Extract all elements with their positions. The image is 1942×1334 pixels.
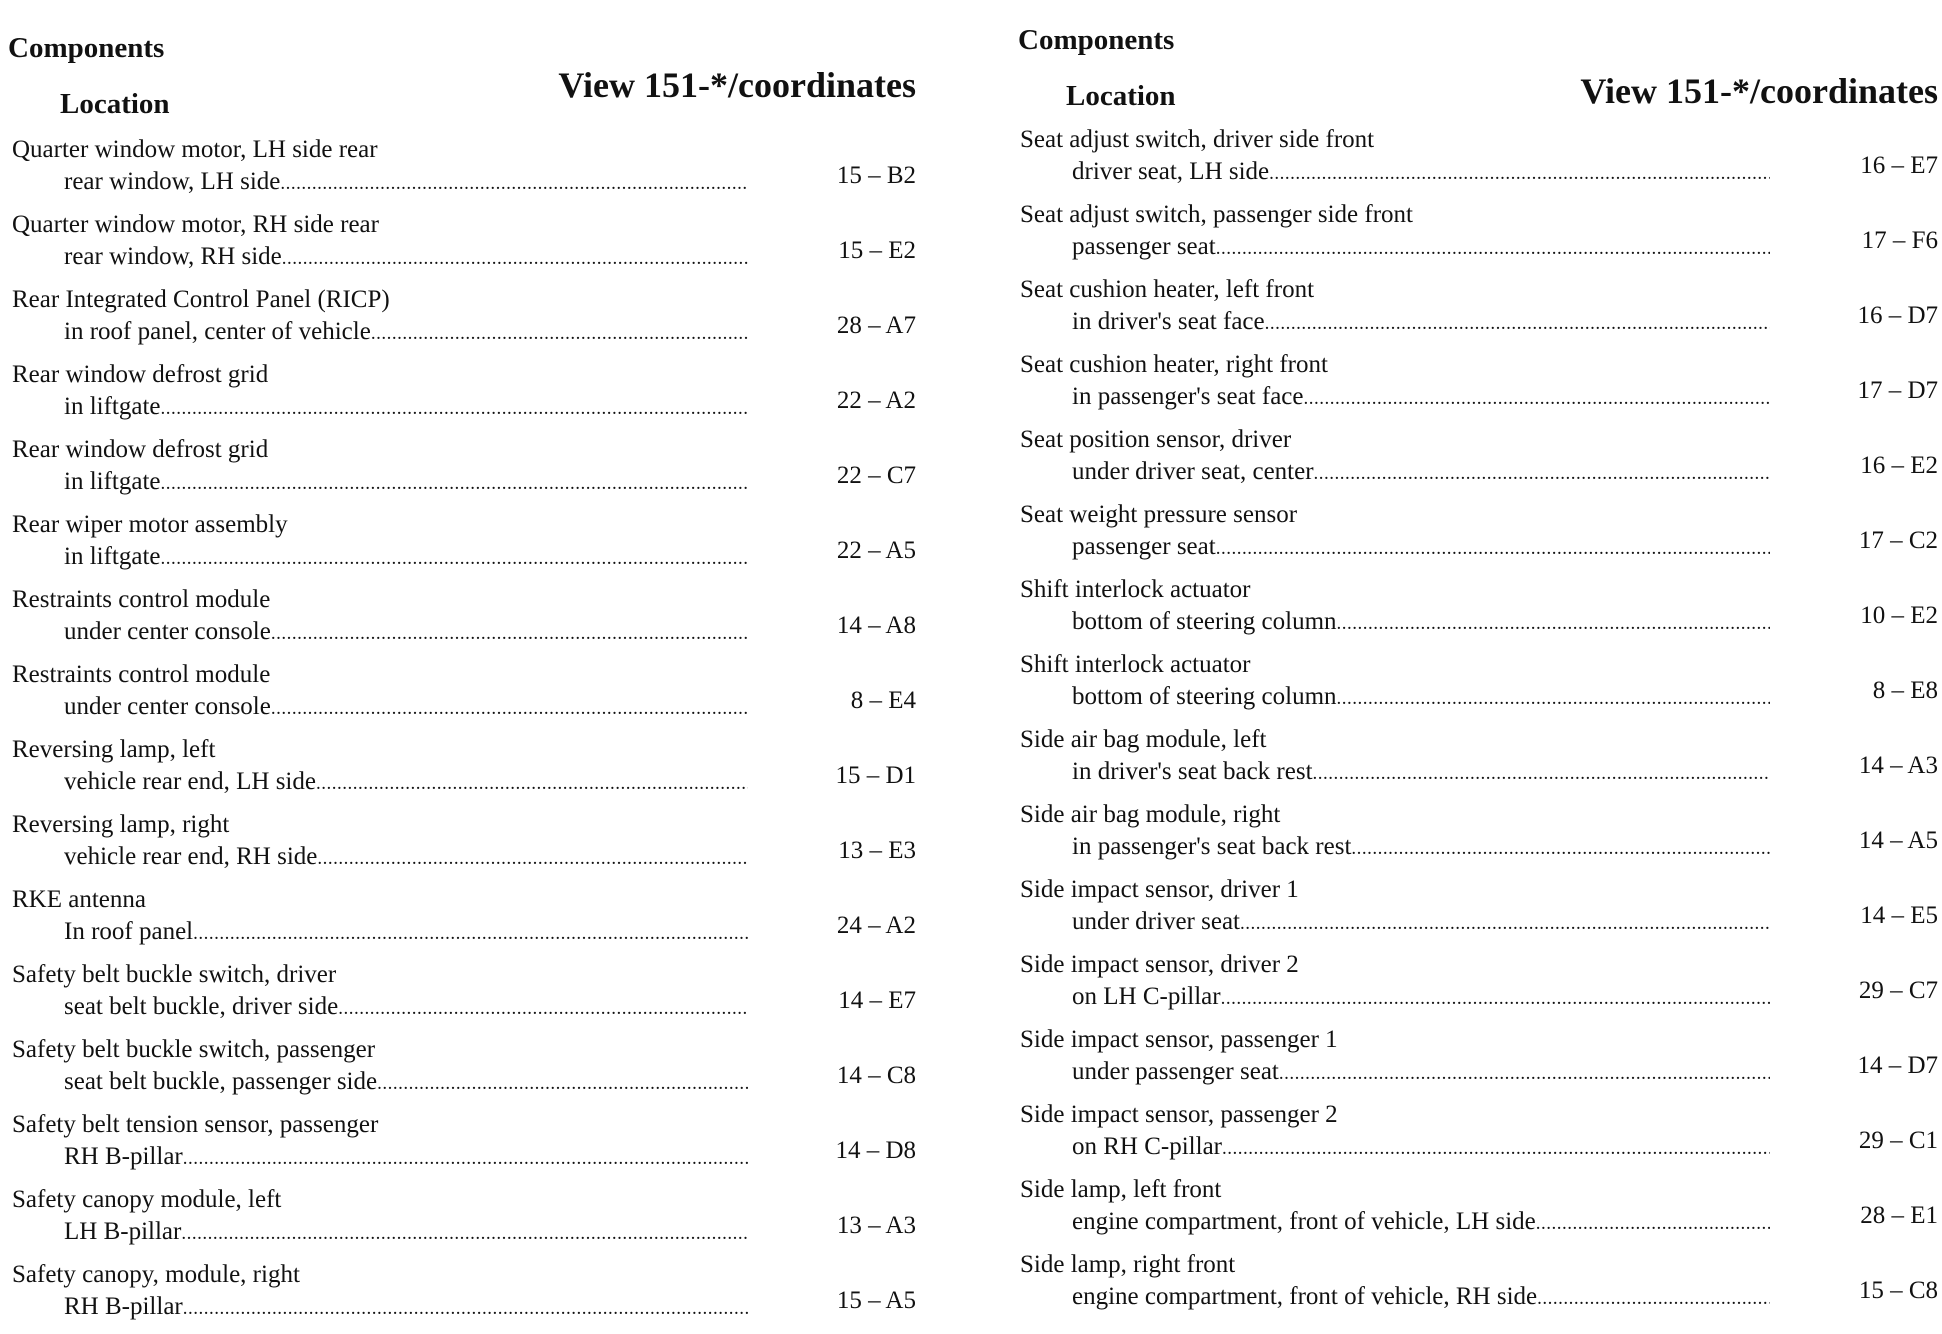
component-name: Safety belt tension sensor, passenger	[12, 1111, 379, 1138]
component-list	[1020, 124, 1938, 1324]
component-name: Seat adjust switch, passenger side front	[1020, 201, 1413, 228]
components-heading: Components	[1018, 24, 1175, 56]
view-coordinate: 16 – D7	[1857, 302, 1938, 329]
component-location-row	[1020, 677, 1938, 715]
component-name: RKE antenna	[12, 886, 146, 913]
component-location: under passenger seat	[1072, 1058, 1279, 1085]
dot-leader	[1240, 908, 1770, 940]
component-name: Quarter window motor, LH side rear	[12, 136, 378, 163]
component-name: Reversing lamp, right	[12, 811, 230, 838]
component-location: under center console	[64, 618, 271, 645]
component-entry	[1020, 799, 1938, 874]
view-coordinate: 22 – A5	[836, 537, 916, 564]
component-location-row	[1020, 752, 1938, 790]
component-location-row	[12, 1287, 916, 1325]
dot-leader	[1265, 308, 1770, 340]
component-entry	[1020, 124, 1938, 199]
dot-leader	[181, 1218, 748, 1250]
dot-leader	[183, 1143, 748, 1175]
component-name: Rear window defrost grid	[12, 436, 269, 463]
component-location: driver seat, LH side	[1072, 158, 1270, 185]
component-location: in liftgate	[64, 543, 161, 570]
component-location-row	[1020, 527, 1938, 565]
component-entry	[1020, 199, 1938, 274]
component-name: Seat adjust switch, driver side front	[1020, 126, 1375, 153]
component-name: Side impact sensor, driver 2	[1020, 951, 1299, 978]
component-location-row	[12, 162, 916, 200]
component-location-row	[12, 987, 916, 1025]
component-entry	[12, 1184, 916, 1259]
view-coordinate: 14 – E5	[1860, 902, 1938, 929]
dot-leader	[1314, 458, 1770, 490]
dot-leader	[377, 1068, 748, 1100]
component-entry	[1020, 499, 1938, 574]
component-entry	[1020, 1174, 1938, 1249]
component-entry	[12, 809, 916, 884]
dot-leader	[338, 993, 748, 1025]
view-coordinate: 14 – D8	[835, 1137, 916, 1164]
dot-leader	[161, 468, 749, 500]
view-coordinate: 13 – E3	[838, 837, 916, 864]
component-location-row	[1020, 977, 1938, 1015]
component-location: in passenger's seat back rest	[1072, 833, 1352, 860]
view-coordinate: 14 – A8	[836, 612, 916, 639]
component-location: in liftgate	[64, 393, 161, 420]
component-entry	[12, 434, 916, 509]
view-coordinate: 28 – E1	[1860, 1202, 1938, 1229]
component-entry	[1020, 1024, 1938, 1099]
component-name: Rear Integrated Control Panel (RICP)	[12, 286, 390, 313]
component-location-row	[12, 912, 916, 950]
component-location: in driver's seat face	[1072, 308, 1265, 335]
view-coordinate: 24 – A2	[836, 912, 916, 939]
view-coordinate: 15 – B2	[836, 162, 916, 189]
component-entry	[1020, 1099, 1938, 1174]
component-location-row	[12, 687, 916, 725]
component-location-row	[12, 1212, 916, 1250]
right-page	[1010, 0, 1942, 1328]
dot-leader	[371, 318, 748, 350]
view-coordinate: 16 – E2	[1860, 452, 1938, 479]
component-name: Rear window defrost grid	[12, 361, 269, 388]
view-coordinate: 14 – E7	[838, 987, 916, 1014]
component-entry	[12, 884, 916, 959]
component-entry	[1020, 724, 1938, 799]
view-coordinate: 29 – C7	[1858, 977, 1938, 1004]
component-location: engine compartment, front of vehicle, LH side	[1072, 1208, 1536, 1235]
component-location: on RH C-pillar	[1072, 1133, 1222, 1160]
view-coordinate: 10 – E2	[1860, 602, 1938, 629]
dot-leader	[193, 918, 748, 950]
view-coordinate: 28 – A7	[836, 312, 916, 339]
view-coordinate: 15 – A5	[836, 1287, 916, 1314]
component-location: in passenger's seat face	[1072, 383, 1304, 410]
component-entry	[12, 1109, 916, 1184]
component-entry	[1020, 874, 1938, 949]
component-location: bottom of steering column	[1072, 608, 1337, 635]
component-location-row	[12, 462, 916, 500]
component-location-row	[1020, 1202, 1938, 1240]
left-page	[0, 0, 940, 1328]
view-coordinate: 22 – A2	[836, 387, 916, 414]
view-coordinate: 15 – C8	[1858, 1277, 1938, 1304]
component-location: rear window, RH side	[64, 243, 282, 270]
component-entry	[12, 284, 916, 359]
dot-leader	[1313, 758, 1770, 790]
component-location-row	[12, 1137, 916, 1175]
component-location: passenger seat	[1072, 233, 1216, 260]
component-location: under driver seat, center	[1072, 458, 1314, 485]
dot-leader	[1216, 533, 1770, 565]
component-location-row	[12, 762, 916, 800]
components-heading: Components	[8, 32, 165, 64]
component-name: Restraints control module	[12, 586, 271, 613]
component-location: rear window, LH side	[64, 168, 281, 195]
component-location: RH B-pillar	[64, 1143, 183, 1170]
component-entry	[12, 659, 916, 734]
component-location: in liftgate	[64, 468, 161, 495]
component-location: under driver seat	[1072, 908, 1240, 935]
view-coordinate: 15 – D1	[835, 762, 916, 789]
component-location: bottom of steering column	[1072, 683, 1337, 710]
dot-leader	[280, 168, 748, 200]
dot-leader	[1279, 1058, 1770, 1090]
component-name: Side impact sensor, passenger 1	[1020, 1026, 1338, 1053]
component-name: Seat cushion heater, left front	[1020, 276, 1315, 303]
view-coordinate: 29 – C1	[1858, 1127, 1938, 1154]
component-location: in driver's seat back rest	[1072, 758, 1313, 785]
component-location-row	[1020, 902, 1938, 940]
dot-leader	[1222, 1133, 1770, 1165]
component-location: vehicle rear end, RH side	[64, 843, 318, 870]
dot-leader	[1537, 1283, 1770, 1315]
component-location-row	[12, 837, 916, 875]
component-entry	[12, 359, 916, 434]
component-name: Side air bag module, right	[1020, 801, 1281, 828]
component-entry	[12, 1034, 916, 1109]
view-coordinate: 15 – E2	[838, 237, 916, 264]
component-entry	[12, 734, 916, 809]
view-coordinate: 22 – C7	[836, 462, 916, 489]
view-coordinate: 17 – C2	[1858, 527, 1938, 554]
dot-leader	[1337, 608, 1770, 640]
component-name: Shift interlock actuator	[1020, 651, 1251, 678]
component-name: Side lamp, left front	[1020, 1176, 1222, 1203]
view-coordinate: 16 – E7	[1860, 152, 1938, 179]
view-coordinate: 14 – A3	[1858, 752, 1938, 779]
component-entry	[1020, 349, 1938, 424]
component-entry	[12, 959, 916, 1034]
component-name: Quarter window motor, RH side rear	[12, 211, 379, 238]
view-coordinate: 13 – A3	[836, 1212, 916, 1239]
component-location-row	[12, 312, 916, 350]
component-name: Safety canopy module, left	[12, 1186, 282, 1213]
component-location: In roof panel	[64, 918, 194, 945]
component-name: Safety canopy, module, right	[12, 1261, 300, 1288]
component-location: under center console	[64, 693, 271, 720]
component-name: Seat weight pressure sensor	[1020, 501, 1298, 528]
dot-leader	[183, 1293, 748, 1325]
component-location-row	[1020, 602, 1938, 640]
component-name: Shift interlock actuator	[1020, 576, 1251, 603]
view-coordinate: 17 – D7	[1857, 377, 1938, 404]
component-entry	[1020, 274, 1938, 349]
component-name: Restraints control module	[12, 661, 271, 688]
dot-leader	[317, 843, 748, 875]
component-name: Side impact sensor, passenger 2	[1020, 1101, 1338, 1128]
dot-leader	[161, 393, 749, 425]
component-entry	[12, 584, 916, 659]
component-entry	[1020, 574, 1938, 649]
component-name: Safety belt buckle switch, driver	[12, 961, 337, 988]
component-location: seat belt buckle, passenger side	[64, 1068, 378, 1095]
dot-leader	[1269, 158, 1770, 190]
component-location: in roof panel, center of vehicle	[64, 318, 371, 345]
component-location-row	[12, 537, 916, 575]
dot-leader	[271, 693, 748, 725]
component-location: on LH C-pillar	[1072, 983, 1221, 1010]
component-entry	[1020, 424, 1938, 499]
component-location-row	[1020, 302, 1938, 340]
component-location-row	[12, 1062, 916, 1100]
component-location: seat belt buckle, driver side	[64, 993, 339, 1020]
component-location-row	[12, 237, 916, 275]
component-entry	[1020, 649, 1938, 724]
component-name: Seat position sensor, driver	[1020, 426, 1292, 453]
dot-leader	[282, 243, 748, 275]
component-location-row	[1020, 1052, 1938, 1090]
location-column-header: Location	[60, 88, 170, 120]
dot-leader	[316, 768, 748, 800]
component-entry	[12, 509, 916, 584]
dot-leader	[1303, 383, 1770, 415]
component-name: Side air bag module, left	[1020, 726, 1267, 753]
view-coordinate: 8 – E4	[850, 687, 916, 714]
dot-leader	[1536, 1208, 1770, 1240]
dot-leader	[271, 618, 748, 650]
component-name: Reversing lamp, left	[12, 736, 216, 763]
view-coordinate: 8 – E8	[1872, 677, 1938, 704]
component-location: vehicle rear end, LH side	[64, 768, 316, 795]
component-entry	[12, 1259, 916, 1334]
component-location-row	[1020, 227, 1938, 265]
component-name: Side impact sensor, driver 1	[1020, 876, 1299, 903]
view-coordinate: 14 – A5	[1858, 827, 1938, 854]
component-name: Rear wiper motor assembly	[12, 511, 288, 538]
component-entry	[1020, 1249, 1938, 1324]
component-entry	[12, 134, 916, 209]
component-entry	[12, 209, 916, 284]
component-location-row	[1020, 827, 1938, 865]
dot-leader	[161, 543, 749, 575]
component-list	[12, 134, 916, 1334]
component-location-row	[1020, 152, 1938, 190]
component-location-row	[1020, 452, 1938, 490]
component-name: Side lamp, right front	[1020, 1251, 1236, 1278]
dot-leader	[1216, 233, 1770, 265]
dot-leader	[1221, 983, 1770, 1015]
component-location-row	[12, 612, 916, 650]
component-location-row	[1020, 1127, 1938, 1165]
component-name: Safety belt buckle switch, passenger	[12, 1036, 376, 1063]
component-entry	[1020, 949, 1938, 1024]
component-location-row	[1020, 1277, 1938, 1315]
location-column-header: Location	[1066, 80, 1176, 112]
component-location: RH B-pillar	[64, 1293, 183, 1320]
view-coordinate: 14 – C8	[836, 1062, 916, 1089]
view-coordinates-column-header: View 151-*/coordinates	[1580, 71, 1938, 111]
view-coordinate: 17 – F6	[1861, 227, 1938, 254]
component-location: passenger seat	[1072, 533, 1216, 560]
component-location: engine compartment, front of vehicle, RH side	[1072, 1283, 1538, 1310]
dot-leader	[1351, 833, 1770, 865]
dot-leader	[1337, 683, 1770, 715]
component-location: LH B-pillar	[64, 1218, 182, 1245]
component-location-row	[12, 387, 916, 425]
component-location-row	[1020, 377, 1938, 415]
view-coordinates-column-header: View 151-*/coordinates	[558, 65, 916, 105]
component-name: Seat cushion heater, right front	[1020, 351, 1328, 378]
view-coordinate: 14 – D7	[1857, 1052, 1938, 1079]
